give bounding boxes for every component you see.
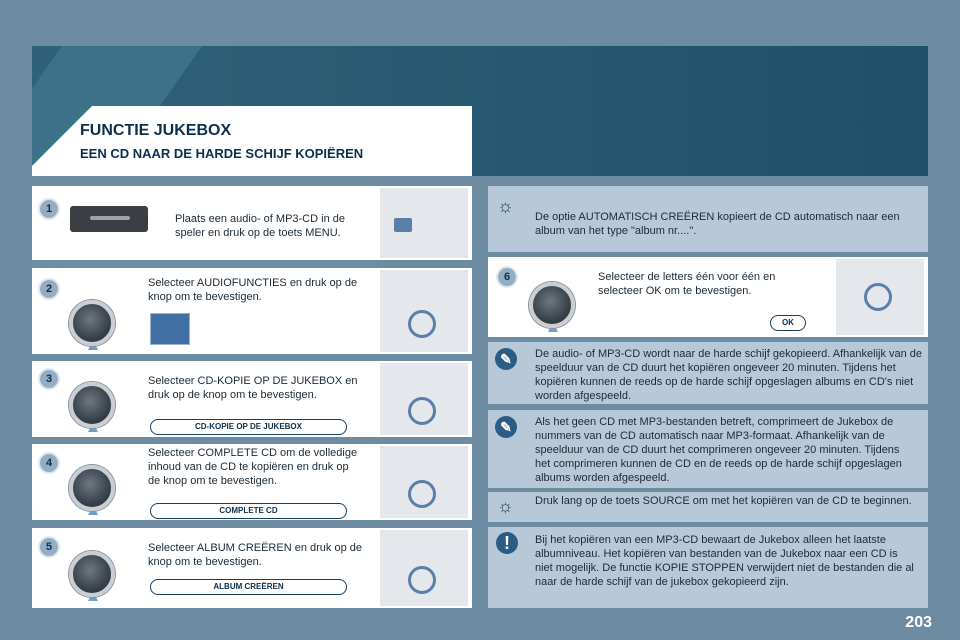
step-number-badge: 1 [38,198,60,220]
step-2-text: Selecteer AUDIOFUNCTIES en druk op de knop om te bevestigen. [148,277,358,303]
step-3-text: Selecteer CD-KOPIE OP DE JUKEBOX en druk op de knop om te bevestigen. [148,375,358,401]
step-number-badge: 6 [496,266,518,288]
audio-functions-icon [150,313,190,345]
note-pen-icon: ✎ [495,416,517,438]
knob-highlight-icon [864,283,892,311]
rotary-knob-icon [69,382,115,428]
knob-highlight-icon [408,310,436,338]
radio-panel-image [836,259,924,335]
radio-panel-image [380,363,468,435]
knob-highlight-icon [408,566,436,594]
tip-auto-create-text: De optie AUTOMATISCH CREËREN kopieert de CD automatisch naar een album van het type "album nr....". [535,211,900,237]
step-number-badge: 5 [38,536,60,558]
page-title: FUNCTIE JUKEBOX [80,122,232,139]
radio-panel-image [380,530,468,606]
step-number-badge: 4 [38,452,60,474]
step-4-text: Selecteer COMPLETE CD om de volledige inhoud van de CD te kopiëren en druk op de knop om te bevestigen. [148,447,358,487]
step-1-text: Plaats een audio- of MP3-CD in de speler en druk op de toets MENU. [175,213,345,239]
rotary-knob-icon [529,282,575,328]
ok-button[interactable]: OK [770,315,806,331]
warning-exclamation-icon: ! [496,532,518,554]
radio-panel-image [380,446,468,518]
step-6-text: Selecteer de letters één voor één en selecteer OK om te bevestigen. [598,271,776,297]
menu-button-icon [394,218,412,232]
page-number: 203 [905,614,932,631]
tip-source-text: Druk lang op de toets SOURCE om met het kopiëren van de CD te beginnen. [535,495,912,507]
sun-tip-icon: ☼ [497,496,514,516]
step-number-badge: 3 [38,368,60,390]
info-copy-text: De audio- of MP3-CD wordt naar de harde schijf gekopieerd. Afhankelijk van de speelduur van de CD duurt het kopiëren ongeveer 20 minuten. Tijdens het kopiëren kunnen de reeds op de harde schijf opgeslagen albums en CD's niet worden afgespeeld. [535,348,923,402]
knob-highlight-icon [408,480,436,508]
sun-tip-icon: ☼ [497,196,514,216]
rotary-knob-icon [69,551,115,597]
note-pen-icon: ✎ [495,348,517,370]
album-create-button[interactable]: ALBUM CREËREN [150,579,347,595]
radio-panel-image [380,270,468,352]
page-subtitle: EEN CD NAAR DE HARDE SCHIJF KOPIËREN [80,146,364,161]
step-5-text: Selecteer ALBUM CREËREN en druk op de knop om te bevestigen. [148,542,362,568]
radio-panel-image [380,188,468,258]
info-compress-text: Als het geen CD met MP3-bestanden betreft, comprimeert de Jukebox de nummers van de CD automatisch naar MP3-formaat. Afhankelijk van de speelduur van de CD duurt het comprimeren ongeveer 20 minuten. Tijdens het comprimeren kunnen de CD en de reeds op de harde schijf opgeslagen albums worden afgespeeld. [535,416,902,484]
complete-cd-button[interactable]: COMPLETE CD [150,503,347,519]
warning-text: Bij het kopiëren van een MP3-CD bewaart de Jukebox alleen het laatste albumniveau. Het kopiëren van bestanden van de Jukebox naar een CD is niet mogelijk. De functie KOPIE STOPPEN verwijdert niet de bestanden die al naar de harde schijf van de jukebox gekopieerd zijn. [535,534,914,588]
title-box [32,106,472,176]
rotary-knob-icon [69,465,115,511]
knob-highlight-icon [408,397,436,425]
cd-copy-jukebox-button[interactable]: CD-KOPIE OP DE JUKEBOX [150,419,347,435]
cd-player-icon [70,206,148,232]
step-number-badge: 2 [38,278,60,300]
rotary-knob-icon [69,300,115,346]
